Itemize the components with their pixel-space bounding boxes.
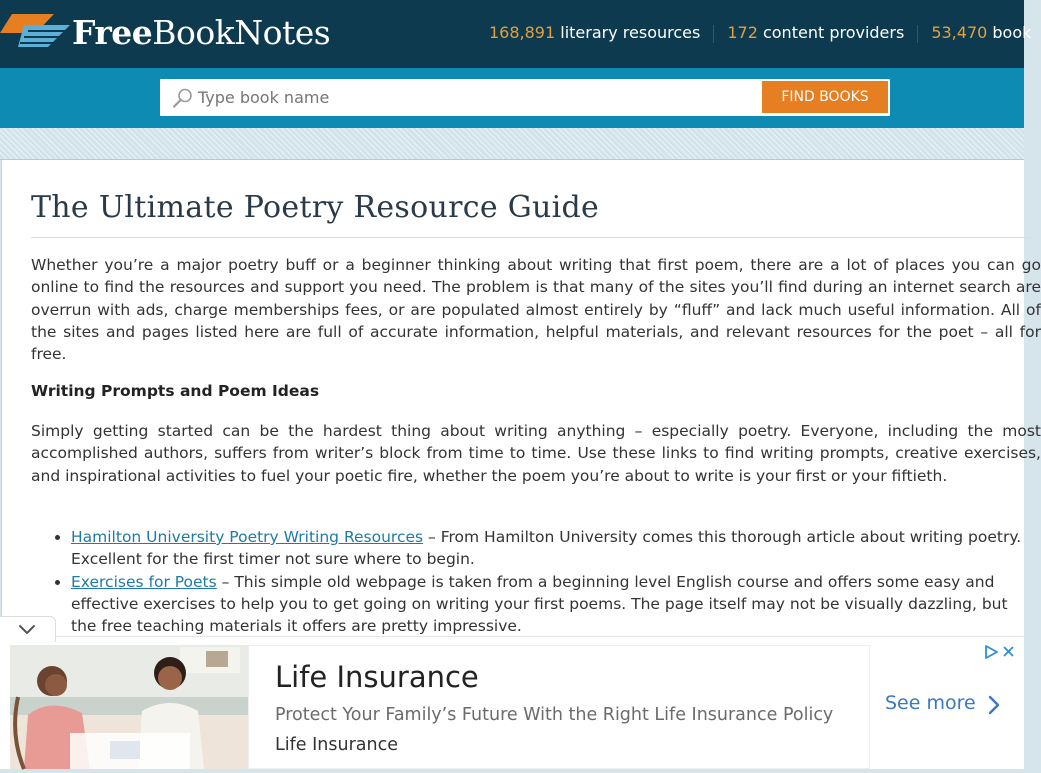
- ad-cta-label: See more: [885, 692, 976, 714]
- ad-body[interactable]: [248, 645, 870, 769]
- site-logo[interactable]: [72, 13, 330, 52]
- find-books-button[interactable]: FIND BOOKS: [762, 81, 888, 113]
- prompts-paragraph: Simply getting started can be the hardest thing about writing anything – especially poetry. Everyone, including the most accomplished authors, suffers from writer’s block from time to time. Use these links to find writing prompts, creative exercises, and inspirational activities to fuel your poetic fire, whether the poem you’re about to write is your first or your fiftieth.: [31, 422, 1041, 485]
- ad-advertiser[interactable]: Life Insurance: [275, 735, 398, 755]
- stat-divider: [917, 25, 918, 43]
- title-divider: [31, 237, 1031, 238]
- site-stats: [489, 23, 1031, 43]
- logo-free: Free: [72, 13, 153, 52]
- search-band: [0, 68, 1024, 128]
- ad-photo-family: [10, 645, 248, 769]
- list-item: [71, 526, 1031, 571]
- list-item: [71, 571, 1031, 638]
- ad-collapse-button[interactable]: [0, 616, 56, 642]
- stat-books-count: 53,470: [931, 23, 988, 42]
- search-magnifier-icon: [172, 87, 194, 109]
- page-title: The Ultimate Poetry Resource Guide: [31, 190, 600, 225]
- close-icon[interactable]: [1004, 647, 1013, 656]
- search-input[interactable]: [198, 79, 758, 116]
- stat-divider: [713, 25, 714, 43]
- chevron-down-icon: [18, 624, 36, 636]
- intro-paragraph: Whether you’re a major poetry buff or a beginner thinking about writing that first poem, there are a lot of places you can go online to find the resources and support you need. The problem is that many of the sites you’ll find during an internet search are overrun with ads, charge memberships fees, or are populated almost entirely by “fluff” and lack much useful information. All of the sites and pages listed here are full of accurate information, helpful materials, and relevant resources for the poet – all for free.: [31, 256, 1041, 364]
- ad-description[interactable]: Protect Your Family’s Future With the Right Life Insurance Policy: [275, 705, 834, 725]
- section-heading: Writing Prompts and Poem Ideas: [31, 382, 320, 400]
- decorative-stripe-band: [0, 128, 1024, 160]
- search-box: [160, 79, 890, 116]
- stat-resources-label: literary resources: [560, 23, 701, 42]
- site-header: [0, 0, 1032, 68]
- stat-providers-label: content providers: [762, 23, 905, 42]
- logo-book-stack-icon[interactable]: [0, 13, 70, 51]
- stat-resources-count: 168,891: [489, 23, 556, 42]
- ad-headline[interactable]: Life Insurance: [275, 660, 479, 694]
- logo-rest: BookNotes: [152, 13, 331, 52]
- ad-banner[interactable]: [0, 636, 1024, 769]
- resource-link-exercises[interactable]: Exercises for Poets: [71, 572, 217, 591]
- resource-description: – This simple old webpage is taken from a beginning level English course and offers some easy and effective exercises to help you to get going on writing your first poems. The page itself may not be visually dazzling, but the free teaching materials it offers are pretty impressive.: [71, 572, 1008, 636]
- stat-providers-count: 172: [727, 23, 758, 42]
- chevron-right-icon: [988, 695, 1000, 715]
- resource-link-hamilton[interactable]: Hamilton University Poetry Writing Resources: [71, 528, 424, 546]
- resource-description: – From Hamilton University comes this thorough article about writing poetry. Excellent for the first timer not sure where to begin.: [71, 528, 1022, 569]
- ad-see-more-button[interactable]: [870, 645, 1022, 769]
- resource-list: [31, 526, 1031, 637]
- stat-books-label: book: [992, 23, 1032, 42]
- ad-image[interactable]: [10, 645, 248, 769]
- adchoices-icon[interactable]: [983, 644, 1017, 660]
